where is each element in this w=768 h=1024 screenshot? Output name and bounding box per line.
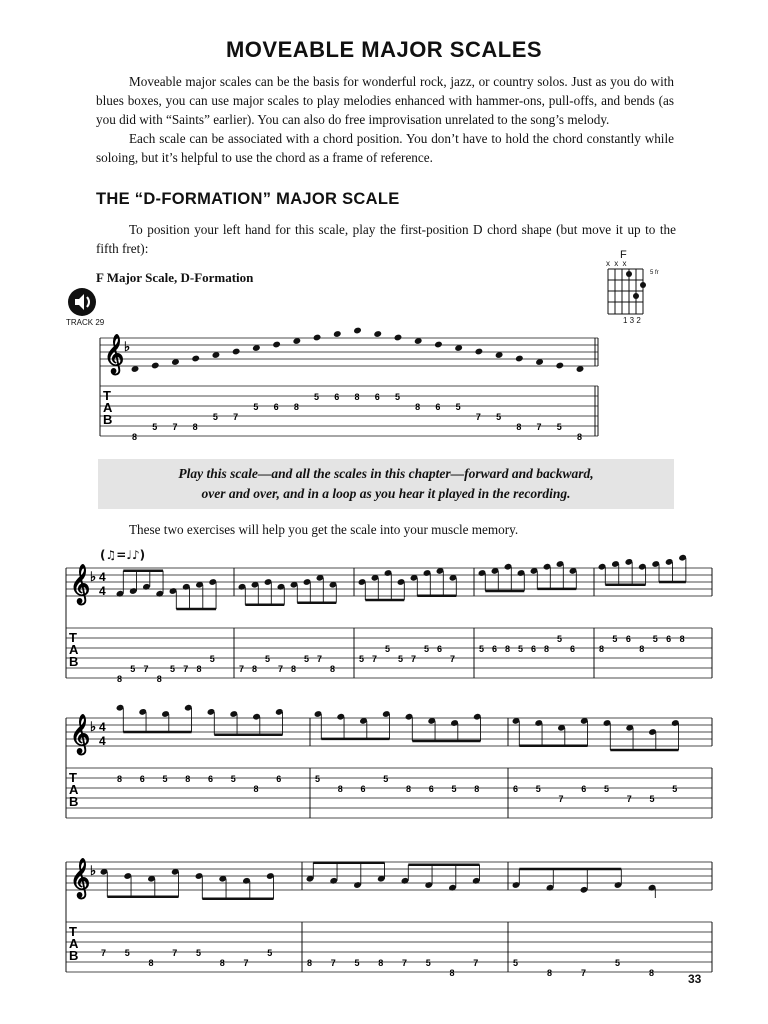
tab-fret-number: 8 — [117, 674, 123, 684]
tab-fret-number: 8 — [196, 664, 202, 674]
tab-fret-number: 8 — [252, 664, 258, 674]
chord-name: F — [620, 249, 627, 261]
tab-fret-number: 5 — [394, 392, 400, 402]
tab-fret-number: 6 — [334, 392, 340, 402]
tab-fret-number: 5 — [615, 958, 621, 968]
tab-fret-number: 8 — [599, 644, 605, 654]
tab-fret-number: 5 — [265, 654, 271, 664]
tab-fret-number: 5 — [212, 412, 218, 422]
tab-fret-number: 7 — [172, 948, 178, 958]
tab-fret-number: 8 — [679, 634, 685, 644]
treble-clef: 𝄞 — [70, 859, 91, 897]
note-head — [434, 341, 443, 349]
tab-fret-number: 5 — [535, 784, 541, 794]
chord-fingering: 1 3 2 — [623, 316, 641, 325]
time-signature: 4 — [99, 720, 106, 734]
tab-fret-number: 5 — [649, 794, 655, 804]
note-head — [475, 348, 484, 356]
exercises-paragraph: These two exercises will help you get the scale into your muscle memory. — [129, 522, 519, 537]
tab-fret-number: 7 — [172, 422, 178, 432]
tab-fret-number: 7 — [473, 958, 479, 968]
tab-fret-number: 8 — [293, 402, 299, 412]
tab-fret-number: 5 — [152, 422, 158, 432]
tab-fret-number: 5 — [230, 774, 236, 784]
key-signature-flat: ♭ — [90, 719, 97, 734]
tab-fret-number: 8 — [156, 674, 162, 684]
note-head — [333, 330, 342, 338]
tab-fret-number: 6 — [428, 784, 434, 794]
tab-fret-number: 5 — [130, 664, 136, 674]
tab-clef-letter: B — [69, 948, 79, 963]
tab-fret-number: 6 — [531, 644, 537, 654]
tab-fret-number: 5 — [196, 948, 202, 958]
intro-paragraph-2: Each scale can be associated with a chord position. You don’t have to hold the chord constantly while soloing, but it’s helpful to use the chord as a frame of reference. — [96, 131, 674, 165]
tab-fret-number: 8 — [192, 422, 198, 432]
tab-fret-number: 7 — [101, 948, 107, 958]
tab-fret-number: 8 — [307, 958, 313, 968]
time-signature: 4 — [99, 734, 106, 748]
tab-fret-number: 7 — [626, 794, 632, 804]
note-head — [232, 348, 241, 356]
section-paragraph: To position your left hand for this scale, play the first-position D chord shape (but move it up to the fifth fret): — [96, 222, 676, 256]
tab-fret-number: 5 — [209, 654, 215, 664]
tab-fret-number: 6 — [435, 402, 441, 412]
tab-fret-number: 5 — [267, 948, 273, 958]
tab-fret-number: 5 — [385, 644, 391, 654]
practice-callout — [98, 459, 674, 509]
callout-line-2: over and over, and in a loop as you hear it played in the recording. — [201, 486, 571, 501]
tab-clef-letter: A — [69, 782, 79, 797]
tab-fret-number: 6 — [374, 392, 380, 402]
note-head — [191, 355, 200, 363]
tab-fret-number: 7 — [475, 412, 481, 422]
tab-fret-number: 6 — [625, 634, 631, 644]
tab-fret-number: 7 — [536, 422, 542, 432]
key-signature-flat: ♭ — [124, 339, 131, 354]
tab-fret-number: 8 — [148, 958, 154, 968]
tab-fret-number: 8 — [649, 968, 655, 978]
tab-fret-number: 8 — [337, 784, 343, 794]
tab-clef-letter: A — [103, 400, 113, 415]
tab-clef-letter: T — [103, 388, 111, 403]
intro-paragraph-1: Moveable major scales can be the basis for wonderful rock, jazz, or country solos. Just as you do with blues boxes, you can use major scales to play melodies enhanced with hammer-ons, pull-offs, and bends (as you did with “Saints” earlier). You can also do free improvisation unrelated to the song’s melody. — [96, 74, 674, 127]
tab-fret-number: 5 — [304, 654, 310, 664]
tab-fret-number: 7 — [330, 958, 336, 968]
note-head — [313, 334, 322, 342]
tab-fret-number: 8 — [516, 422, 522, 432]
tab-fret-number: 8 — [547, 968, 553, 978]
tab-fret-number: 8 — [639, 644, 645, 654]
tab-fret-number: 5 — [425, 958, 431, 968]
tab-fret-number: 7 — [233, 412, 239, 422]
note-head — [353, 327, 362, 335]
tab-fret-number: 8 — [505, 644, 511, 654]
tab-fret-number: 5 — [513, 958, 519, 968]
tab-fret-number: 7 — [372, 654, 378, 664]
tab-fret-number: 5 — [359, 654, 365, 664]
tab-fret-number: 5 — [315, 774, 321, 784]
tab-clef-letter: T — [69, 770, 77, 785]
tab-fret-number: 7 — [450, 654, 456, 664]
note-head — [555, 362, 564, 370]
tab-fret-number: 6 — [276, 774, 282, 784]
chord-muted-strings: x x x — [606, 259, 628, 268]
tab-fret-number: 5 — [124, 948, 130, 958]
key-signature-flat: ♭ — [90, 569, 97, 584]
exercises-text — [96, 520, 674, 539]
note-head — [515, 355, 524, 363]
tab-fret-number: 7 — [143, 664, 149, 674]
tab-fret-number: 6 — [492, 644, 498, 654]
tab-fret-number: 8 — [544, 644, 550, 654]
tab-fret-number: 5 — [479, 644, 485, 654]
tab-fret-number: 8 — [291, 664, 297, 674]
tab-fret-number: 7 — [183, 664, 189, 674]
page-number: 33 — [688, 972, 702, 986]
tab-fret-number: 5 — [424, 644, 430, 654]
tab-fret-number: 8 — [378, 958, 384, 968]
note-head — [272, 341, 281, 349]
tab-fret-number: 6 — [360, 784, 366, 794]
treble-clef: 𝄞 — [70, 715, 91, 753]
tab-fret-number: 8 — [185, 774, 191, 784]
tab-fret-number: 8 — [354, 392, 360, 402]
tab-fret-number: 8 — [577, 432, 583, 442]
tab-fret-number: 6 — [273, 402, 279, 412]
tab-fret-number: 5 — [496, 412, 502, 422]
tab-fret-number: 7 — [558, 794, 564, 804]
tab-fret-number: 5 — [398, 654, 404, 664]
tab-clef-letter: B — [69, 654, 79, 669]
tab-fret-number: 8 — [330, 664, 336, 674]
section-heading: THE “D-FORMATION” MAJOR SCALE — [96, 190, 400, 208]
tab-fret-number: 5 — [556, 422, 562, 432]
tab-fret-number: 6 — [581, 784, 587, 794]
tab-fret-number: 5 — [354, 958, 360, 968]
tab-fret-number: 5 — [162, 774, 168, 784]
tab-fret-number: 6 — [208, 774, 214, 784]
key-signature-flat: ♭ — [90, 863, 97, 878]
tab-fret-number: 5 — [557, 634, 563, 644]
tab-fret-number: 6 — [139, 774, 145, 784]
tab-fret-number: 8 — [219, 958, 225, 968]
tab-fret-number: 6 — [513, 784, 519, 794]
tab-fret-number: 6 — [437, 644, 443, 654]
tab-fret-number: 8 — [449, 968, 455, 978]
swing-marking: (♫=♩♪) — [100, 548, 146, 562]
tab-fret-number: 5 — [170, 664, 176, 674]
tab-clef-letter: T — [69, 630, 77, 645]
tab-fret-number: 6 — [570, 644, 576, 654]
tab-fret-number: 8 — [406, 784, 412, 794]
chord-fret-label: 5 fr — [650, 270, 659, 276]
tab-fret-number: 7 — [581, 968, 587, 978]
tab-fret-number: 7 — [402, 958, 408, 968]
tab-fret-number: 7 — [243, 958, 249, 968]
tab-fret-number: 7 — [239, 664, 245, 674]
tab-clef-letter: A — [69, 936, 79, 951]
track-label: TRACK 29 — [66, 318, 105, 327]
tab-fret-number: 5 — [455, 402, 461, 412]
tab-fret-number: 8 — [253, 784, 259, 794]
tab-fret-number: 8 — [474, 784, 480, 794]
note-head — [394, 334, 403, 342]
tab-fret-number: 8 — [132, 432, 138, 442]
tab-fret-number: 7 — [278, 664, 284, 674]
tab-fret-number: 5 — [518, 644, 524, 654]
time-signature: 4 — [99, 584, 106, 598]
tab-fret-number: 7 — [317, 654, 323, 664]
tab-fret-number: 5 — [314, 392, 320, 402]
tab-fret-number: 5 — [604, 784, 610, 794]
tab-fret-number: 5 — [612, 634, 618, 644]
page-title: MOVEABLE MAJOR SCALES — [225, 37, 543, 62]
tab-fret-number: 5 — [652, 634, 658, 644]
treble-clef: 𝄞 — [104, 335, 125, 373]
tab-fret-number: 8 — [415, 402, 421, 412]
note-head — [373, 330, 382, 338]
time-signature: 4 — [99, 570, 106, 584]
treble-clef: 𝄞 — [70, 565, 91, 603]
callout-line-1: Play this scale—and all the scales in this chapter—forward and backward, — [178, 466, 594, 481]
tab-clef-letter: T — [69, 924, 77, 939]
note-head — [151, 362, 160, 370]
tab-fret-number: 7 — [411, 654, 417, 664]
tab-clef-letter: A — [69, 642, 79, 657]
tab-fret-number: 6 — [666, 634, 672, 644]
tab-fret-number: 8 — [117, 774, 123, 784]
tab-fret-number: 5 — [451, 784, 457, 794]
tab-clef-letter: B — [69, 794, 79, 809]
tab-clef-letter: B — [103, 412, 113, 427]
tab-fret-number: 5 — [383, 774, 389, 784]
tab-fret-number: 5 — [672, 784, 678, 794]
tab-fret-number: 5 — [253, 402, 259, 412]
example-caption: F Major Scale, D-Formation — [96, 270, 254, 285]
